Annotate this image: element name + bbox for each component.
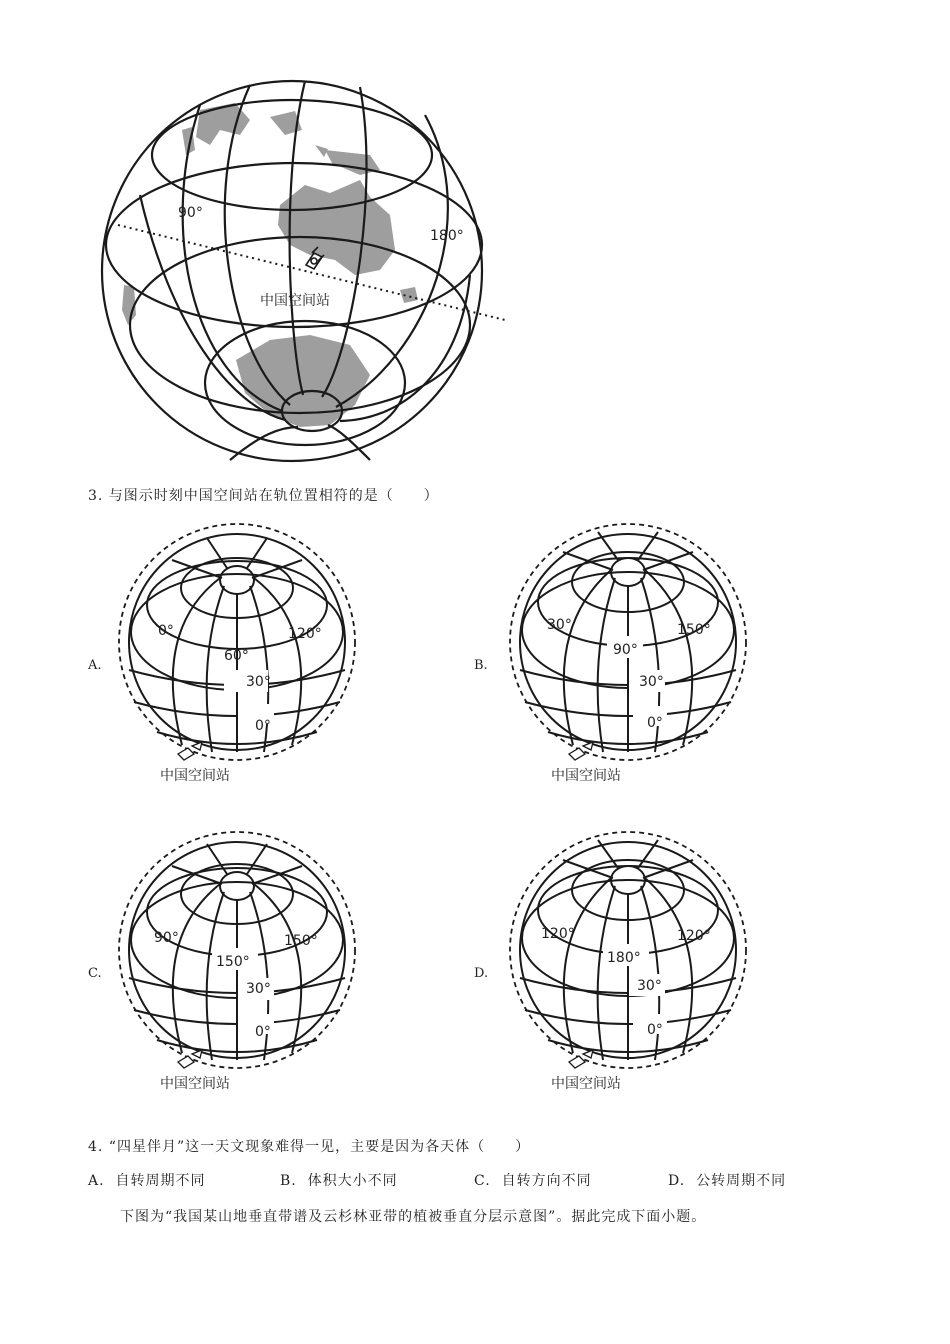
lon-left-label: 90° <box>154 930 179 946</box>
lat-0-label: 0° <box>255 1024 271 1040</box>
option-d-globe[interactable] <box>503 828 753 1098</box>
lon-center-label: 180° <box>607 950 641 966</box>
q4-option-a[interactable] <box>88 1170 205 1190</box>
lon-left-label: 0° <box>158 623 174 639</box>
lon-right-label: 120° <box>677 928 711 944</box>
lat-30-label: 30° <box>639 674 664 690</box>
main-globe-figure <box>100 75 520 470</box>
option-a-globe[interactable] <box>112 520 362 790</box>
q4-option-d-letter: D. <box>668 1173 686 1189</box>
lon-center-label: 150° <box>216 954 250 970</box>
station-label: 中国空间站 <box>260 293 330 309</box>
question-3: 3. 与图示时刻中国空间站在轨位置相符的是（ ） <box>88 488 439 504</box>
lon-left-label: 120° <box>541 926 575 942</box>
lat-0-label: 0° <box>255 718 271 734</box>
label-180: 180° <box>430 228 464 244</box>
option-d-letter[interactable]: D. <box>474 966 489 981</box>
lat-0-label: 0° <box>647 715 663 731</box>
q4-option-d[interactable] <box>668 1170 786 1190</box>
lat-30-label: 30° <box>637 978 662 994</box>
station-label: 中国空间站 <box>160 768 230 784</box>
q4-option-b[interactable] <box>280 1170 398 1190</box>
lat-30-label: 30° <box>246 674 271 690</box>
station-label: 中国空间站 <box>160 1076 230 1092</box>
option-c-letter[interactable]: C. <box>88 966 102 981</box>
q4-option-c-text: 自转方向不同 <box>501 1173 592 1189</box>
question-4: 4. “四星伴月”这一天文现象难得一见，主要是因为各天体（ ） <box>88 1139 531 1155</box>
label-90: 90° <box>178 205 203 221</box>
option-c-globe[interactable] <box>112 828 362 1098</box>
q4-option-b-text: 体积大小不同 <box>307 1173 398 1189</box>
lon-center-label: 60° <box>224 648 249 664</box>
q4-option-a-letter: A. <box>88 1173 105 1189</box>
lon-center-label: 90° <box>613 642 638 658</box>
option-a-letter[interactable]: A. <box>88 658 102 673</box>
station-label: 中国空间站 <box>551 768 621 784</box>
q4-option-c-letter: C. <box>474 1173 491 1189</box>
q4-option-b-letter: B. <box>280 1173 297 1189</box>
lon-right-label: 150° <box>677 622 711 638</box>
option-b-letter[interactable]: B. <box>474 658 488 673</box>
station-label: 中国空间站 <box>551 1076 621 1092</box>
q4-option-a-text: 自转周期不同 <box>115 1173 206 1189</box>
lon-right-label: 150° <box>284 933 318 949</box>
intro-paragraph: 下图为“我国某山地垂直带谱及云杉林亚带的植被垂直分层示意图”。据此完成下面小题。 <box>120 1209 707 1225</box>
option-b-globe[interactable] <box>503 520 753 790</box>
q4-option-d-text: 公转周期不同 <box>696 1173 787 1189</box>
lon-right-label: 120° <box>288 626 322 642</box>
lon-left-label: 30° <box>547 617 572 633</box>
lat-0-label: 0° <box>647 1022 663 1038</box>
q4-option-c[interactable] <box>474 1170 592 1190</box>
lat-30-label: 30° <box>246 981 271 997</box>
